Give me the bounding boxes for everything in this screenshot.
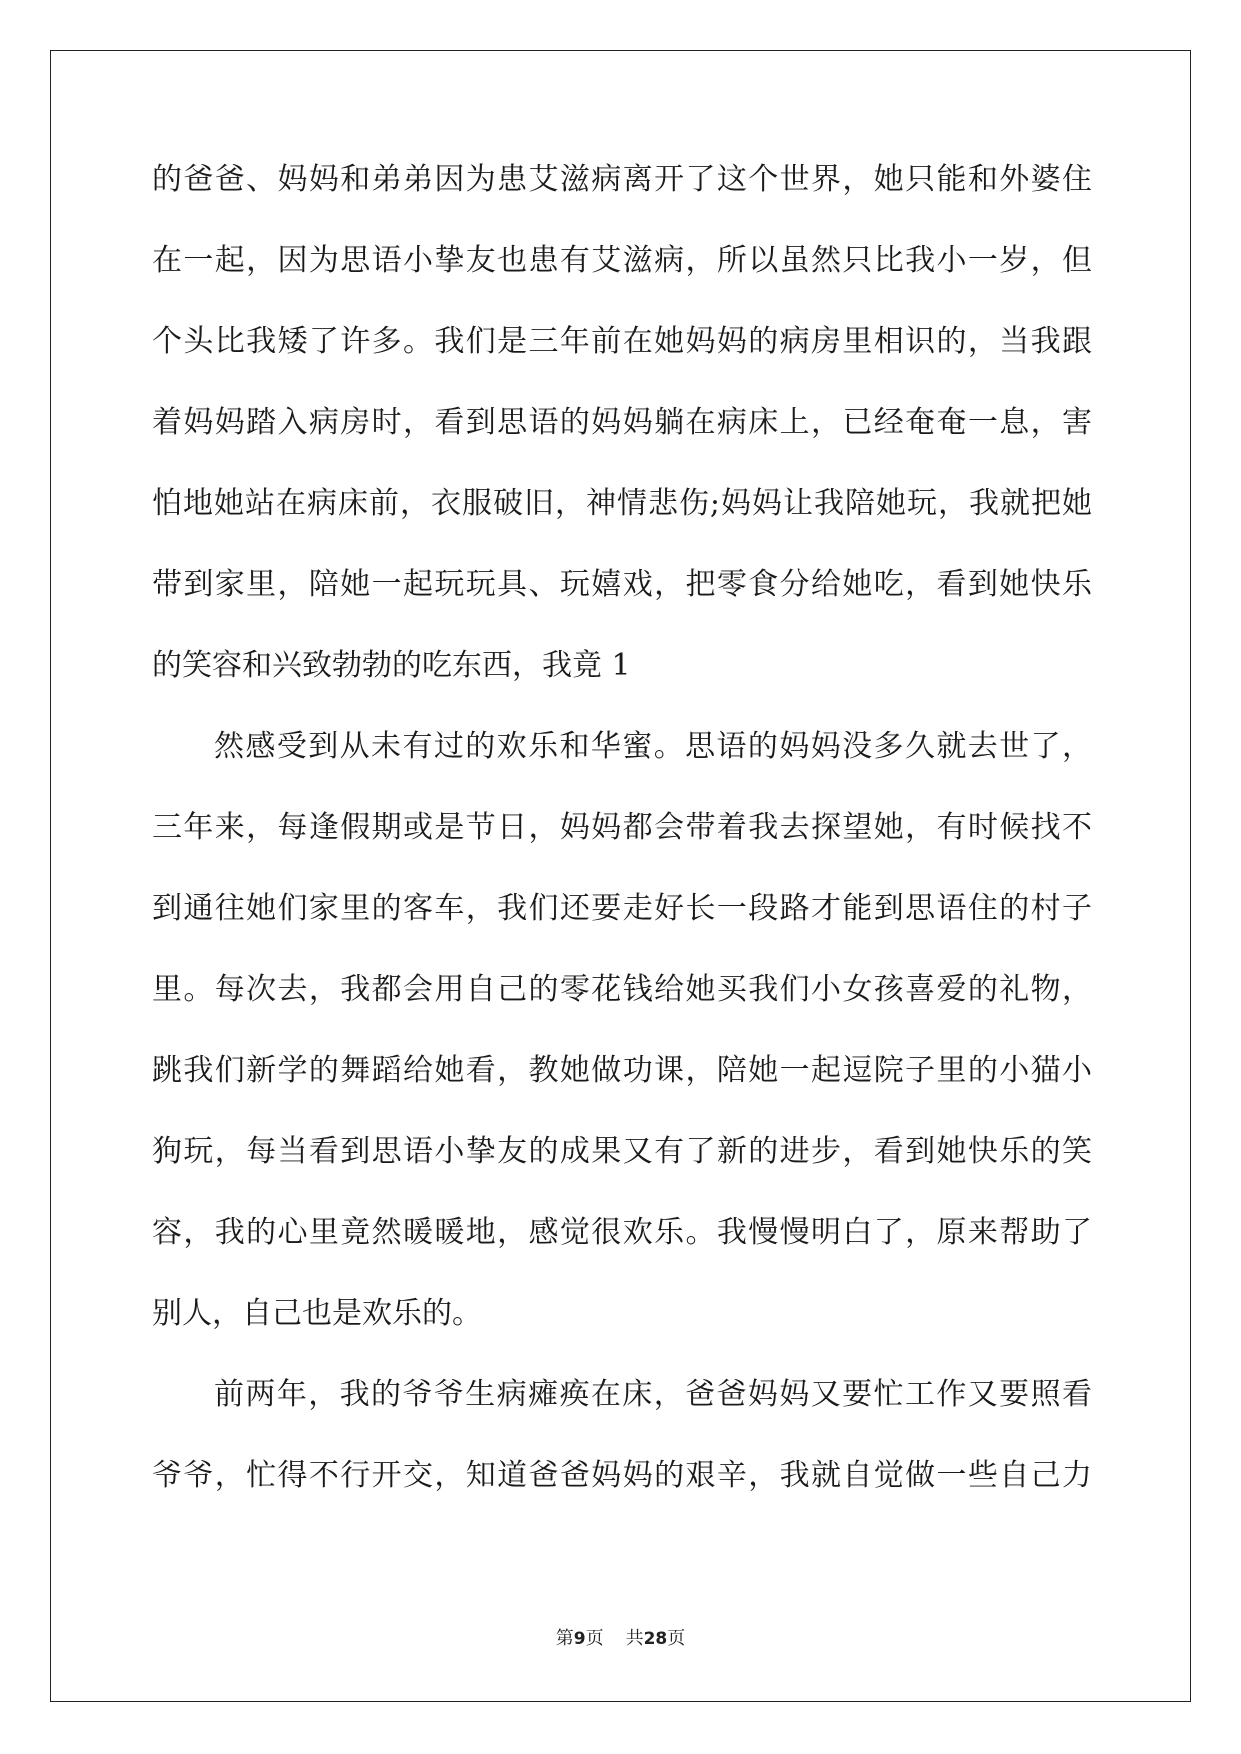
document-body [152,160,1092,1537]
text-line: 跳我们新学的舞蹈给她看，教她做功课，陪她一起逗院子里的小猫小 [152,1053,1092,1088]
page-footer [0,1627,1241,1651]
text-line: 在一起，因为思语小挚友也患有艾滋病，所以虽然只比我小一岁，但 [152,243,1092,278]
text-line: 容，我的心里竟然暖暖地，感觉很欢乐。我慢慢明白了，原来帮助了 [152,1215,1092,1250]
text-line: 爷爷，忙得不行开交，知道爸爸妈妈的艰辛，我就自觉做一些自己力 [152,1458,1092,1493]
total-suffix: 页 [667,1628,686,1649]
text-line: 带到家里，陪她一起玩玩具、玩嬉戏，把零食分给她吃，看到她快乐 [152,567,1092,602]
text-line: 前两年，我的爷爷生病瘫痪在床，爸爸妈妈又要忙工作又要照看 [214,1377,1092,1412]
text-line: 个头比我矮了许多。我们是三年前在她妈妈的病房里相识的，当我跟 [152,324,1092,359]
text-line: 里。每次去，我都会用自己的零花钱给她买我们小女孩喜爱的礼物， [152,972,1092,1007]
text-line: 怕地她站在病床前，衣服破旧，神情悲伤;妈妈让我陪她玩，我就把她 [152,486,1092,521]
text-line: 的爸爸、妈妈和弟弟因为患艾滋病离开了这个世界，她只能和外婆住 [152,162,1092,197]
text-line: 狗玩，每当看到思语小挚友的成果又有了新的进步，看到她快乐的笑 [152,1134,1092,1169]
total-prefix: 共 [625,1628,644,1649]
text-line: 着妈妈踏入病房时，看到思语的妈妈躺在病床上，已经奄奄一息，害 [152,405,1092,440]
total-pages: 28 [643,1629,668,1649]
page-number: 9 [573,1629,586,1649]
page-suffix: 页 [585,1628,604,1649]
page-prefix: 第 [555,1628,574,1649]
text-line: 三年来，每逢假期或是节日，妈妈都会带着我去探望她，有时候找不 [152,810,1092,845]
text-line: 别人，自己也是欢乐的。 [152,1296,482,1331]
text-line: 然感受到从未有过的欢乐和华蜜。思语的妈妈没多久就去世了， [214,729,1092,764]
text-line: 的笑容和兴致勃勃的吃东西，我竟 1 [152,648,631,683]
text-line: 到通往她们家里的客车，我们还要走好长一段路才能到思语住的村子 [152,891,1092,926]
